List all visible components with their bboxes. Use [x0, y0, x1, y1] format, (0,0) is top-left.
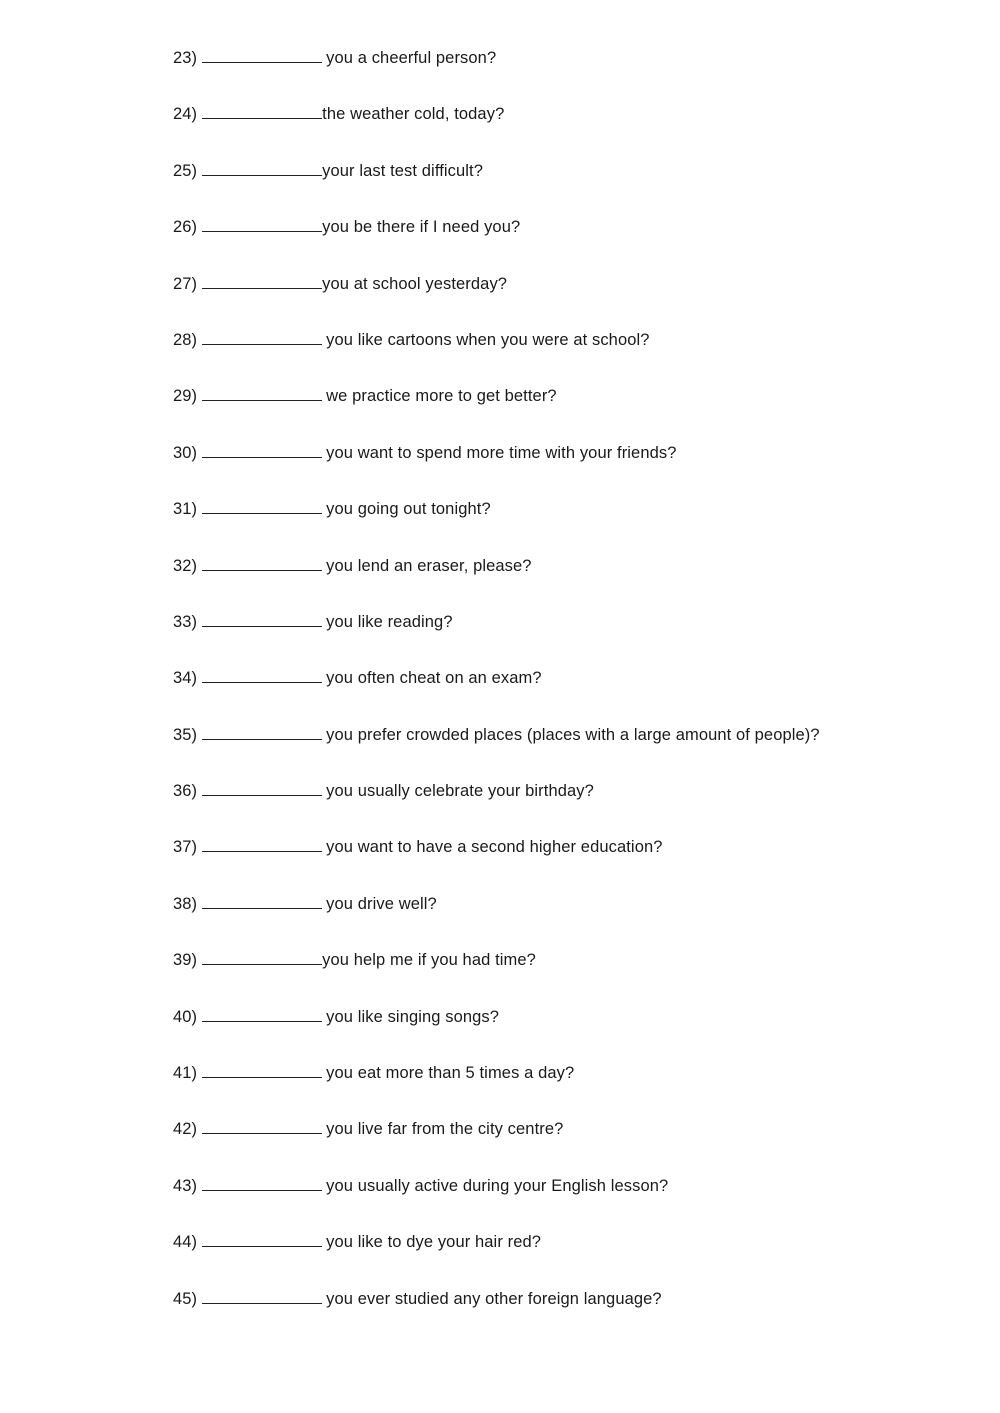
- question-item: [173, 160, 820, 216]
- answer-blank[interactable]: [202, 667, 322, 683]
- answer-blank[interactable]: [202, 329, 322, 345]
- question-number: 39): [173, 951, 198, 970]
- question-text: you want to have a second higher education?: [326, 838, 663, 857]
- question-item: [173, 1118, 820, 1174]
- question-number: 26): [173, 218, 198, 237]
- answer-blank[interactable]: [202, 47, 322, 63]
- question-number: 27): [173, 274, 198, 293]
- question-text: you prefer crowded places (places with a large amount of people)?: [326, 725, 820, 744]
- question-number: 24): [173, 105, 198, 124]
- question-text: we practice more to get better?: [326, 387, 557, 406]
- question-text: you live far from the city centre?: [326, 1120, 564, 1139]
- question-item: [173, 1006, 820, 1062]
- question-item: [173, 385, 820, 441]
- question-number: 45): [173, 1289, 198, 1308]
- answer-blank[interactable]: [202, 836, 322, 852]
- question-text: your last test difficult?: [322, 161, 484, 180]
- question-item: [173, 1231, 820, 1287]
- question-text: you at school yesterday?: [322, 274, 508, 293]
- question-number: 28): [173, 330, 198, 349]
- question-item: [173, 1062, 820, 1118]
- question-item: [173, 611, 820, 667]
- answer-blank[interactable]: [202, 1006, 322, 1022]
- question-item: [173, 47, 820, 103]
- question-text: you usually celebrate your birthday?: [326, 782, 594, 801]
- question-number: 43): [173, 1176, 198, 1195]
- question-number: 29): [173, 387, 198, 406]
- question-text: you like reading?: [326, 612, 453, 631]
- answer-blank[interactable]: [202, 893, 322, 909]
- question-text: you like singing songs?: [326, 1007, 500, 1026]
- answer-blank[interactable]: [202, 103, 322, 119]
- question-number: 25): [173, 161, 198, 180]
- answer-blank[interactable]: [202, 611, 322, 627]
- question-text: you a cheerful person?: [326, 49, 497, 67]
- question-text: you lend an eraser, please?: [326, 556, 532, 575]
- question-item: [173, 780, 820, 836]
- question-number: 36): [173, 782, 198, 801]
- answer-blank[interactable]: [202, 442, 322, 458]
- answer-blank[interactable]: [202, 724, 322, 740]
- answer-blank[interactable]: [202, 1175, 322, 1191]
- question-item: [173, 442, 820, 498]
- question-item: [173, 555, 820, 611]
- answer-blank[interactable]: [202, 949, 322, 965]
- answer-blank[interactable]: [202, 780, 322, 796]
- answer-blank[interactable]: [202, 1118, 322, 1134]
- answer-blank[interactable]: [202, 385, 322, 401]
- question-text: you usually active during your English lesson?: [326, 1176, 669, 1195]
- question-number: 40): [173, 1007, 198, 1026]
- question-text: you drive well?: [326, 894, 437, 913]
- question-number: 41): [173, 1064, 198, 1083]
- question-number: 42): [173, 1120, 198, 1139]
- question-text: the weather cold, today?: [322, 105, 505, 124]
- question-item: [173, 893, 820, 949]
- question-text: you like to dye your hair red?: [326, 1233, 542, 1252]
- question-text: you often cheat on an exam?: [326, 669, 542, 688]
- question-text: you like cartoons when you were at school?: [326, 330, 650, 349]
- answer-blank[interactable]: [202, 160, 322, 176]
- answer-blank[interactable]: [202, 1062, 322, 1078]
- answer-blank[interactable]: [202, 1288, 322, 1304]
- question-text: you want to spend more time with your friends?: [326, 443, 677, 462]
- question-item: [173, 216, 820, 272]
- question-number: 35): [173, 725, 198, 744]
- answer-blank[interactable]: [202, 273, 322, 289]
- question-number: 33): [173, 612, 198, 631]
- question-number: 32): [173, 556, 198, 575]
- question-item: [173, 949, 820, 1005]
- question-text: you eat more than 5 times a day?: [326, 1064, 575, 1083]
- answer-blank[interactable]: [202, 555, 322, 571]
- question-number: 31): [173, 500, 198, 519]
- question-text: you be there if I need you?: [322, 218, 521, 237]
- question-number: 38): [173, 894, 198, 913]
- answer-blank[interactable]: [202, 1231, 322, 1247]
- answer-blank[interactable]: [202, 216, 322, 232]
- question-item: [173, 329, 820, 385]
- question-text: you ever studied any other foreign language?: [326, 1289, 662, 1308]
- question-text: you going out tonight?: [326, 500, 491, 519]
- question-number: 23): [173, 49, 198, 67]
- question-item: [173, 103, 820, 159]
- question-item: [173, 1175, 820, 1231]
- question-number: 37): [173, 838, 198, 857]
- question-number: 30): [173, 443, 198, 462]
- question-number: 34): [173, 669, 198, 688]
- question-item: [173, 667, 820, 723]
- question-item: [173, 724, 820, 780]
- question-text: you help me if you had time?: [322, 951, 536, 970]
- question-item: [173, 498, 820, 554]
- question-number: 44): [173, 1233, 198, 1252]
- question-item: [173, 1288, 820, 1344]
- question-item: [173, 836, 820, 892]
- question-item: [173, 273, 820, 329]
- question-list: [173, 47, 820, 1344]
- answer-blank[interactable]: [202, 498, 322, 514]
